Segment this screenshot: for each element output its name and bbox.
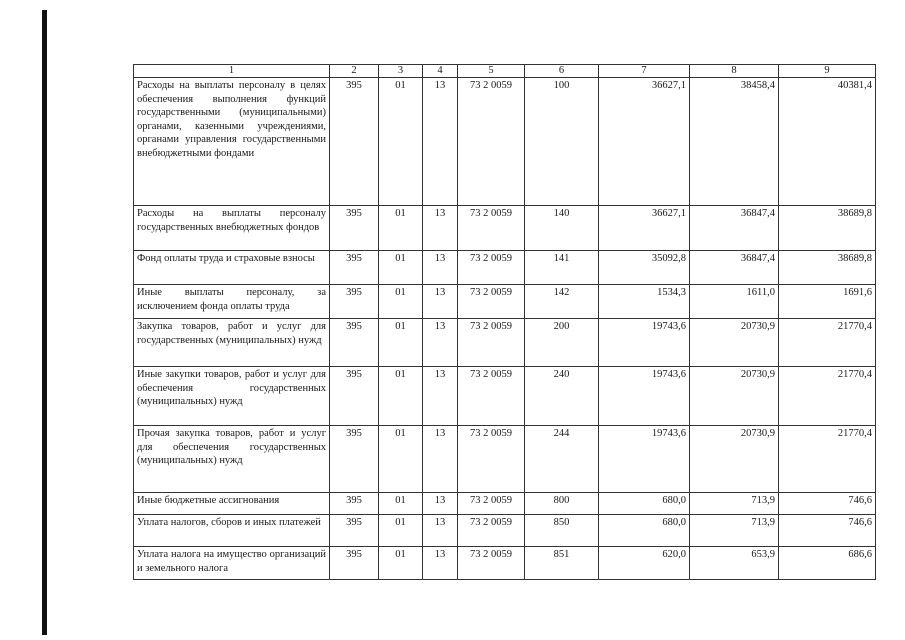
value-cell-col-9: 21770,4 <box>779 426 876 493</box>
column-header-8: 8 <box>690 65 779 78</box>
expense-name-cell: Иные закупки товаров, работ и услуг для обеспечения государственных (муниципальных) нужд <box>134 367 330 426</box>
value-cell-col-4: 13 <box>423 206 458 251</box>
value-cell-col-6: 850 <box>525 515 599 547</box>
value-cell-col-7: 35092,8 <box>599 251 690 285</box>
value-cell-col-8: 20730,9 <box>690 319 779 367</box>
value-cell-col-4: 13 <box>423 251 458 285</box>
value-cell-col-2: 395 <box>330 319 379 367</box>
value-cell-col-4: 13 <box>423 285 458 319</box>
value-cell-col-8: 1611,0 <box>690 285 779 319</box>
value-cell-col-2: 395 <box>330 367 379 426</box>
value-cell-col-8: 713,9 <box>690 515 779 547</box>
column-header-3: 3 <box>379 65 423 78</box>
table-body <box>134 78 876 580</box>
value-cell-col-2: 395 <box>330 251 379 285</box>
table-row <box>134 426 876 493</box>
value-cell-col-6: 800 <box>525 493 599 515</box>
value-cell-col-9: 746,6 <box>779 493 876 515</box>
value-cell-col-5: 73 2 0059 <box>458 493 525 515</box>
expense-name-cell: Иные бюджетные ассигнования <box>134 493 330 515</box>
value-cell-col-4: 13 <box>423 319 458 367</box>
value-cell-col-9: 21770,4 <box>779 319 876 367</box>
value-cell-col-3: 01 <box>379 367 423 426</box>
value-cell-col-9: 40381,4 <box>779 78 876 206</box>
table-row <box>134 515 876 547</box>
value-cell-col-5: 73 2 0059 <box>458 547 525 580</box>
value-cell-col-6: 141 <box>525 251 599 285</box>
value-cell-col-4: 13 <box>423 78 458 206</box>
value-cell-col-6: 851 <box>525 547 599 580</box>
value-cell-col-7: 680,0 <box>599 493 690 515</box>
value-cell-col-2: 395 <box>330 285 379 319</box>
page-binding-edge <box>42 10 47 635</box>
table-row <box>134 78 876 206</box>
value-cell-col-3: 01 <box>379 285 423 319</box>
expense-name-cell: Расходы на выплаты персоналу в целях обеспечения выполнения функций государственными (муниципальными) органами, казенными учреждениями, органами управления государственными внебюджетными фондами <box>134 78 330 206</box>
column-header-4: 4 <box>423 65 458 78</box>
value-cell-col-9: 746,6 <box>779 515 876 547</box>
expense-name-cell: Прочая закупка товаров, работ и услуг для обеспечения государственных (муниципальных) нужд <box>134 426 330 493</box>
value-cell-col-4: 13 <box>423 547 458 580</box>
budget-table <box>133 64 876 580</box>
value-cell-col-7: 680,0 <box>599 515 690 547</box>
value-cell-col-8: 713,9 <box>690 493 779 515</box>
value-cell-col-7: 19743,6 <box>599 426 690 493</box>
value-cell-col-6: 142 <box>525 285 599 319</box>
column-header-1: 1 <box>134 65 330 78</box>
expense-name-cell: Иные выплаты персоналу, за исключением фонда оплаты труда <box>134 285 330 319</box>
value-cell-col-3: 01 <box>379 251 423 285</box>
value-cell-col-7: 19743,6 <box>599 367 690 426</box>
value-cell-col-9: 686,6 <box>779 547 876 580</box>
value-cell-col-3: 01 <box>379 206 423 251</box>
column-header-7: 7 <box>599 65 690 78</box>
value-cell-col-3: 01 <box>379 515 423 547</box>
value-cell-col-4: 13 <box>423 367 458 426</box>
value-cell-col-4: 13 <box>423 426 458 493</box>
value-cell-col-9: 38689,8 <box>779 206 876 251</box>
expense-name-cell: Фонд оплаты труда и страховые взносы <box>134 251 330 285</box>
column-header-2: 2 <box>330 65 379 78</box>
value-cell-col-2: 395 <box>330 426 379 493</box>
value-cell-col-5: 73 2 0059 <box>458 285 525 319</box>
column-header-5: 5 <box>458 65 525 78</box>
value-cell-col-6: 140 <box>525 206 599 251</box>
value-cell-col-7: 19743,6 <box>599 319 690 367</box>
value-cell-col-7: 620,0 <box>599 547 690 580</box>
value-cell-col-8: 38458,4 <box>690 78 779 206</box>
table-header-row <box>134 65 876 78</box>
value-cell-col-9: 38689,8 <box>779 251 876 285</box>
value-cell-col-5: 73 2 0059 <box>458 251 525 285</box>
value-cell-col-8: 20730,9 <box>690 367 779 426</box>
column-header-9: 9 <box>779 65 876 78</box>
value-cell-col-7: 36627,1 <box>599 78 690 206</box>
expense-name-cell: Уплата налогов, сборов и иных платежей <box>134 515 330 547</box>
value-cell-col-3: 01 <box>379 547 423 580</box>
table-row <box>134 206 876 251</box>
expense-name-cell: Расходы на выплаты персоналу государственных внебюджетных фондов <box>134 206 330 251</box>
value-cell-col-5: 73 2 0059 <box>458 78 525 206</box>
value-cell-col-8: 653,9 <box>690 547 779 580</box>
value-cell-col-9: 1691,6 <box>779 285 876 319</box>
table-row <box>134 367 876 426</box>
table-row <box>134 285 876 319</box>
value-cell-col-3: 01 <box>379 319 423 367</box>
value-cell-col-4: 13 <box>423 515 458 547</box>
value-cell-col-7: 36627,1 <box>599 206 690 251</box>
value-cell-col-8: 36847,4 <box>690 206 779 251</box>
value-cell-col-6: 100 <box>525 78 599 206</box>
value-cell-col-5: 73 2 0059 <box>458 319 525 367</box>
value-cell-col-2: 395 <box>330 206 379 251</box>
table-row <box>134 319 876 367</box>
value-cell-col-5: 73 2 0059 <box>458 515 525 547</box>
table-row <box>134 251 876 285</box>
value-cell-col-3: 01 <box>379 78 423 206</box>
value-cell-col-8: 20730,9 <box>690 426 779 493</box>
table-row <box>134 547 876 580</box>
value-cell-col-3: 01 <box>379 493 423 515</box>
value-cell-col-3: 01 <box>379 426 423 493</box>
value-cell-col-5: 73 2 0059 <box>458 426 525 493</box>
table-row <box>134 493 876 515</box>
value-cell-col-4: 13 <box>423 493 458 515</box>
value-cell-col-6: 200 <box>525 319 599 367</box>
value-cell-col-7: 1534,3 <box>599 285 690 319</box>
value-cell-col-6: 244 <box>525 426 599 493</box>
value-cell-col-8: 36847,4 <box>690 251 779 285</box>
value-cell-col-2: 395 <box>330 515 379 547</box>
value-cell-col-9: 21770,4 <box>779 367 876 426</box>
expense-name-cell: Закупка товаров, работ и услуг для государственных (муниципальных) нужд <box>134 319 330 367</box>
value-cell-col-5: 73 2 0059 <box>458 367 525 426</box>
column-header-6: 6 <box>525 65 599 78</box>
value-cell-col-6: 240 <box>525 367 599 426</box>
value-cell-col-5: 73 2 0059 <box>458 206 525 251</box>
value-cell-col-2: 395 <box>330 78 379 206</box>
value-cell-col-2: 395 <box>330 493 379 515</box>
value-cell-col-2: 395 <box>330 547 379 580</box>
expense-name-cell: Уплата налога на имущество организаций и земельного налога <box>134 547 330 580</box>
